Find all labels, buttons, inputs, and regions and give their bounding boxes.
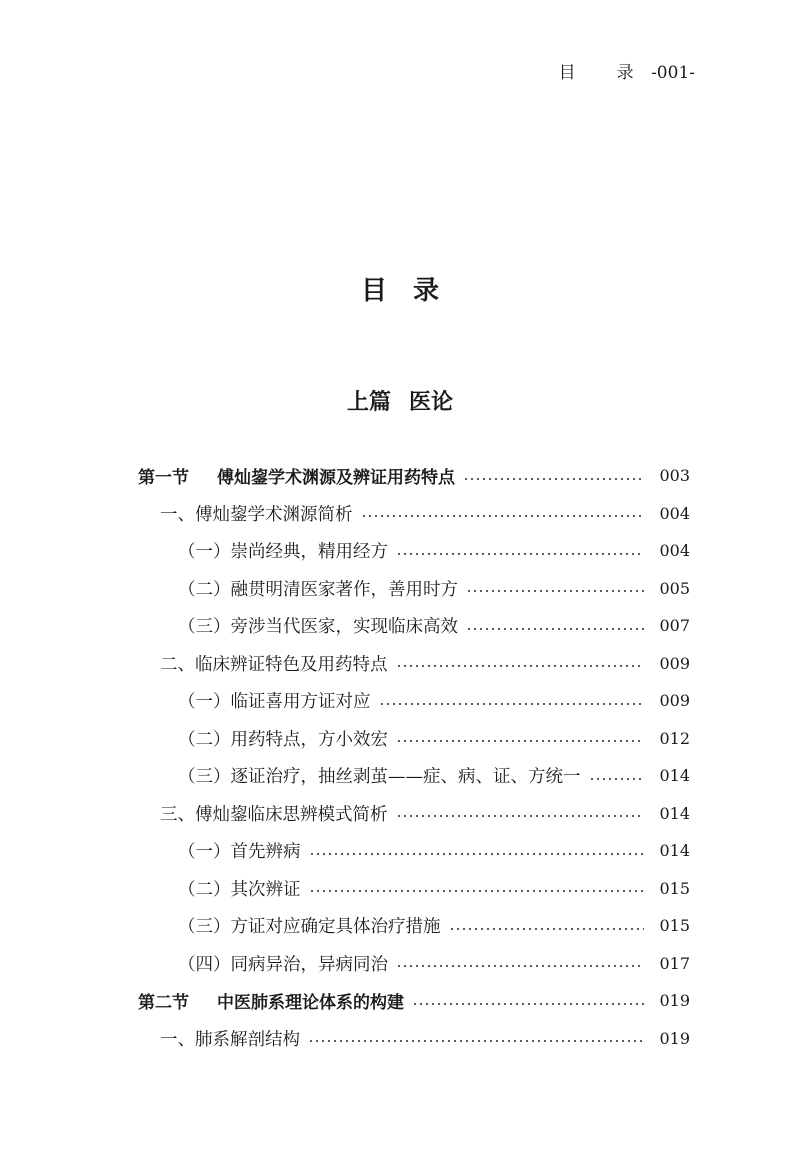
toc-page-number: 014 [659, 841, 690, 861]
toc-page-number: 004 [659, 541, 690, 561]
page-title [0, 270, 800, 307]
table-of-contents [138, 457, 690, 1057]
dot-leader [589, 778, 645, 780]
toc-entry[interactable] [138, 682, 690, 720]
toc-page-number: 019 [659, 991, 690, 1011]
dot-leader [361, 515, 645, 517]
toc-section-entry[interactable] [138, 982, 690, 1020]
toc-page-number: 003 [659, 466, 690, 486]
toc-page-number: 012 [659, 728, 690, 748]
toc-entry-title: （一）首先辨病 [178, 842, 301, 863]
toc-section-number: 第二节 [138, 993, 189, 1014]
running-header-page-number: -001- [651, 63, 695, 83]
toc-entry[interactable] [138, 832, 690, 870]
toc-entry-label [178, 726, 388, 751]
toc-entry[interactable] [138, 945, 690, 983]
toc-page-number: 009 [659, 653, 690, 673]
toc-entry[interactable] [138, 495, 690, 533]
toc-entry[interactable] [138, 870, 690, 908]
toc-entry-label [178, 688, 371, 713]
running-header-label: 目 录 [558, 63, 646, 83]
toc-entry[interactable] [138, 532, 690, 570]
toc-entry[interactable] [138, 720, 690, 758]
toc-entry-title: （四）同病异治，异病同治 [178, 954, 388, 975]
toc-page-number: 009 [659, 691, 690, 711]
toc-page-number: 014 [659, 766, 690, 786]
toc-entry-label [178, 838, 301, 863]
dot-leader [309, 853, 645, 855]
toc-page-number: 007 [659, 616, 690, 636]
toc-page-number: 019 [659, 1028, 690, 1048]
toc-entry-title: 三、傅灿鋆临床思辨模式简析 [160, 804, 388, 825]
toc-page-number: 014 [659, 803, 690, 823]
part-name: 上篇 [346, 389, 391, 415]
toc-entry[interactable] [138, 570, 690, 608]
toc-entry-title: （三）旁涉当代医家，实现临床高效 [178, 617, 458, 638]
toc-page-number: 015 [659, 916, 690, 936]
toc-entry-title: （二）其次辨证 [178, 879, 301, 900]
toc-entry[interactable] [138, 757, 690, 795]
toc-entry[interactable] [138, 1020, 690, 1058]
toc-entry-title: （一）临证喜用方证对应 [178, 692, 371, 713]
toc-section-number: 第一节 [138, 468, 189, 489]
toc-entry-label [160, 651, 388, 676]
toc-entry-title: （二）融贯明清医家著作，善用时方 [178, 579, 458, 600]
toc-entry-label [178, 763, 581, 788]
toc-entry-label [160, 801, 388, 826]
toc-entry-title: （三）方证对应确定具体治疗措施 [178, 917, 441, 938]
toc-entry-label [178, 876, 301, 901]
toc-entry[interactable] [138, 607, 690, 645]
page-title-char-2: 录 [413, 276, 440, 306]
toc-entry-label [178, 576, 458, 601]
toc-entry-title: （三）逐证治疗，抽丝剥茧——症、病、证、方统一 [178, 767, 581, 788]
dot-leader [449, 928, 645, 930]
toc-page-number: 004 [659, 503, 690, 523]
dot-leader [308, 1040, 644, 1042]
dot-leader [412, 1003, 644, 1005]
dot-leader [466, 590, 644, 592]
toc-entry-title: 傅灿鋆学术渊源及辨证用药特点 [217, 468, 455, 489]
dot-leader [463, 478, 644, 480]
toc-entry[interactable] [138, 907, 690, 945]
toc-entry[interactable] [138, 795, 690, 833]
part-heading [0, 385, 800, 416]
dot-leader [466, 628, 644, 630]
dot-leader [396, 553, 644, 555]
dot-leader [379, 703, 645, 705]
toc-entry-label [178, 951, 388, 976]
toc-entry[interactable] [138, 645, 690, 683]
toc-entry-title: （一）崇尚经典，精用经方 [178, 542, 388, 563]
toc-entry-title: 二、临床辨证特色及用药特点 [160, 654, 388, 675]
dot-leader [396, 815, 645, 817]
toc-entry-title: 中医肺系理论体系的构建 [217, 993, 404, 1014]
toc-entry-label [178, 913, 441, 938]
dot-leader [309, 890, 645, 892]
toc-page-number: 005 [659, 578, 690, 598]
toc-entry-label [160, 1026, 300, 1051]
toc-entry-label [178, 613, 458, 638]
toc-entry-title: 一、傅灿鋆学术渊源简析 [160, 504, 353, 525]
part-subtitle: 医论 [409, 389, 454, 415]
dot-leader [396, 740, 644, 742]
toc-entry-title: 一、肺系解剖结构 [160, 1029, 300, 1050]
toc-section-entry[interactable] [138, 457, 690, 495]
dot-leader [396, 965, 644, 967]
toc-page-number: 017 [659, 953, 690, 973]
dot-leader [396, 665, 645, 667]
toc-entry-label [160, 501, 353, 526]
page-title-char-1: 目 [360, 276, 387, 306]
toc-entry-label [138, 988, 404, 1013]
toc-entry-title: （二）用药特点，方小效宏 [178, 729, 388, 750]
toc-page-number: 015 [659, 878, 690, 898]
toc-entry-label [138, 463, 455, 488]
running-header [559, 58, 695, 83]
toc-entry-label [178, 538, 388, 563]
